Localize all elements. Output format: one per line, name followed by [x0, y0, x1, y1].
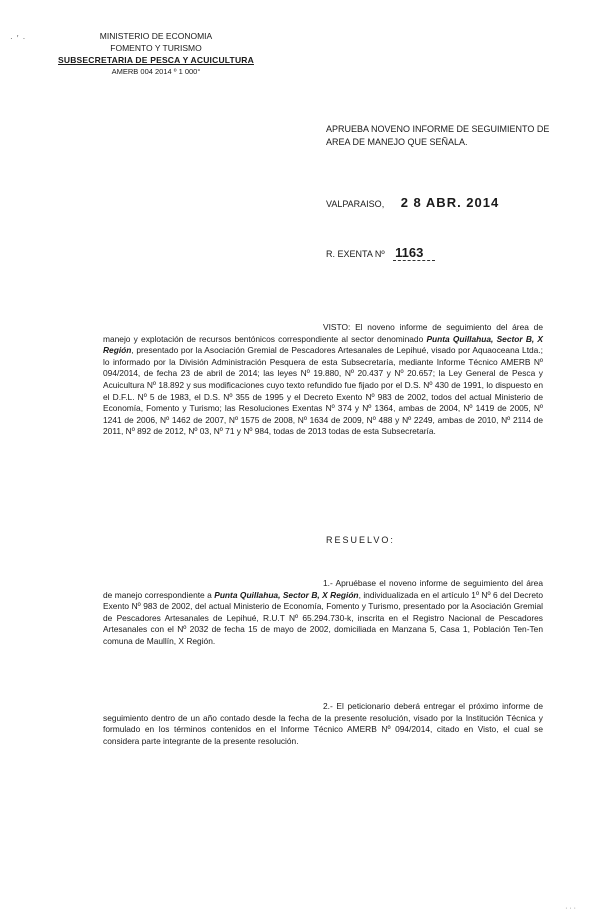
p1-text-a: 1.- Apruébase el noveno informe de seguimiento del área de manejo correspondiente a — [103, 578, 543, 600]
resolution-number: 1163 — [393, 245, 435, 261]
resolution-number-line — [326, 245, 435, 260]
place-date — [326, 195, 499, 210]
subject-text: APRUEBA NOVENO INFORME DE SEGUIMIENTO DE AREA DE MANEJO QUE SEÑALA. — [326, 124, 550, 147]
p2-text: 2.- El peticionario deberá entregar el próximo informe de seguimiento dentro de un año contado desde la fecha de la presente resolución, visado por la Institución Técnica y formulado en los términos contenidos en el Informe Técnico AMERB Nº 094/2014, citado en Visto, el cual se considera parte integrante de la presente resolución. — [103, 701, 543, 746]
corner-mark: · ′ · — [10, 34, 27, 43]
p1-text-b: , individualizada en el artículo 1º Nº 6 del Decreto Exento Nº 983 de 2002, del actual Ministerio de Economía, Fomento y Turismo, presentado por la Asociación Gremial de Pescadores Artesanales de Lepihué, R.U.T Nº 65.294.730-k, inscrita en el Registro Nacional de Pescadores Artesanales con el Nº 2032 de fecha 15 de mayo de 2002, domiciliada en Manzana 5, Casa 1, Población Ten-Ten comuna de Maullín, X Región. — [103, 589, 543, 646]
ministry-header — [56, 30, 256, 78]
header-ministry-sub: FOMENTO Y TURISMO — [110, 43, 202, 53]
resolution-label: R. EXENTA Nº — [326, 249, 385, 259]
visto-paragraph — [103, 322, 543, 438]
visto-label: VISTO: — [323, 322, 351, 332]
visto-text-b: , presentado por la Asociación Gremial de Pescadores Artesanales de Lepihué, visado por Aquaoceana Ltda.; lo informado por la División Administración Pesquera de esta Subsecretaría, mediante Informe Técnico AMERB Nº 094/2014, de fecha 23 de abril de 2014; las leyes Nº 19.880, Nº 20.437 y Nº 20.657; la Ley General de Pesca y Acuicultura Nº 18.892 y sus modificaciones cuyo texto refundido fue fijado por el D.S. Nº 430 de 1991, lo dispuesto en el D.F.L. Nº 5 de 1983, el D.S. Nº 355 de 1995 y el Decreto Exento Nº 983 de 2002, todos del actual Ministerio de Economía, Fomento y Turismo; las Resoluciones Exentas Nº 374 y Nº 1364, ambas de 2004, Nº 1419 de 2005, Nº 1241 de 2006, Nº 1462 de 2007, Nº 1575 de 2008, Nº 1634 de 2009, Nº 488 y Nº 2249, ambas de 2010, Nº 2114 de 2011, Nº 892 de 2012, Nº 03, Nº 71 y Nº 984, todas de 2013 todas de esta Subsecretaría. — [103, 345, 543, 437]
resuelvo-heading: RESUELVO: — [326, 535, 395, 545]
header-subsecretaria: SUBSECRETARIA DE PESCA Y ACUICULTURA — [58, 55, 254, 65]
p1-place: Punta Quillahua, Sector B, X Región — [214, 589, 359, 600]
date-stamp: 2 8 ABR. 2014 — [400, 195, 500, 210]
place-label: VALPARAISO, — [326, 199, 385, 209]
visto-text-a: El noveno informe de seguimiento del área de manejo y explotación de recursos bentónicos correspondiente al sector denominado — [103, 322, 543, 344]
header-ministry: MINISTERIO DE ECONOMIA — [99, 31, 213, 41]
header-code: AMERB 004 2014 º 1 000° — [111, 67, 201, 76]
resolution-point-1 — [103, 578, 543, 648]
resolution-point-2 — [103, 701, 543, 747]
visto-place: Punta Quillahua, Sector B, X Región — [103, 333, 544, 356]
footer-mark: · · · — [565, 905, 576, 912]
